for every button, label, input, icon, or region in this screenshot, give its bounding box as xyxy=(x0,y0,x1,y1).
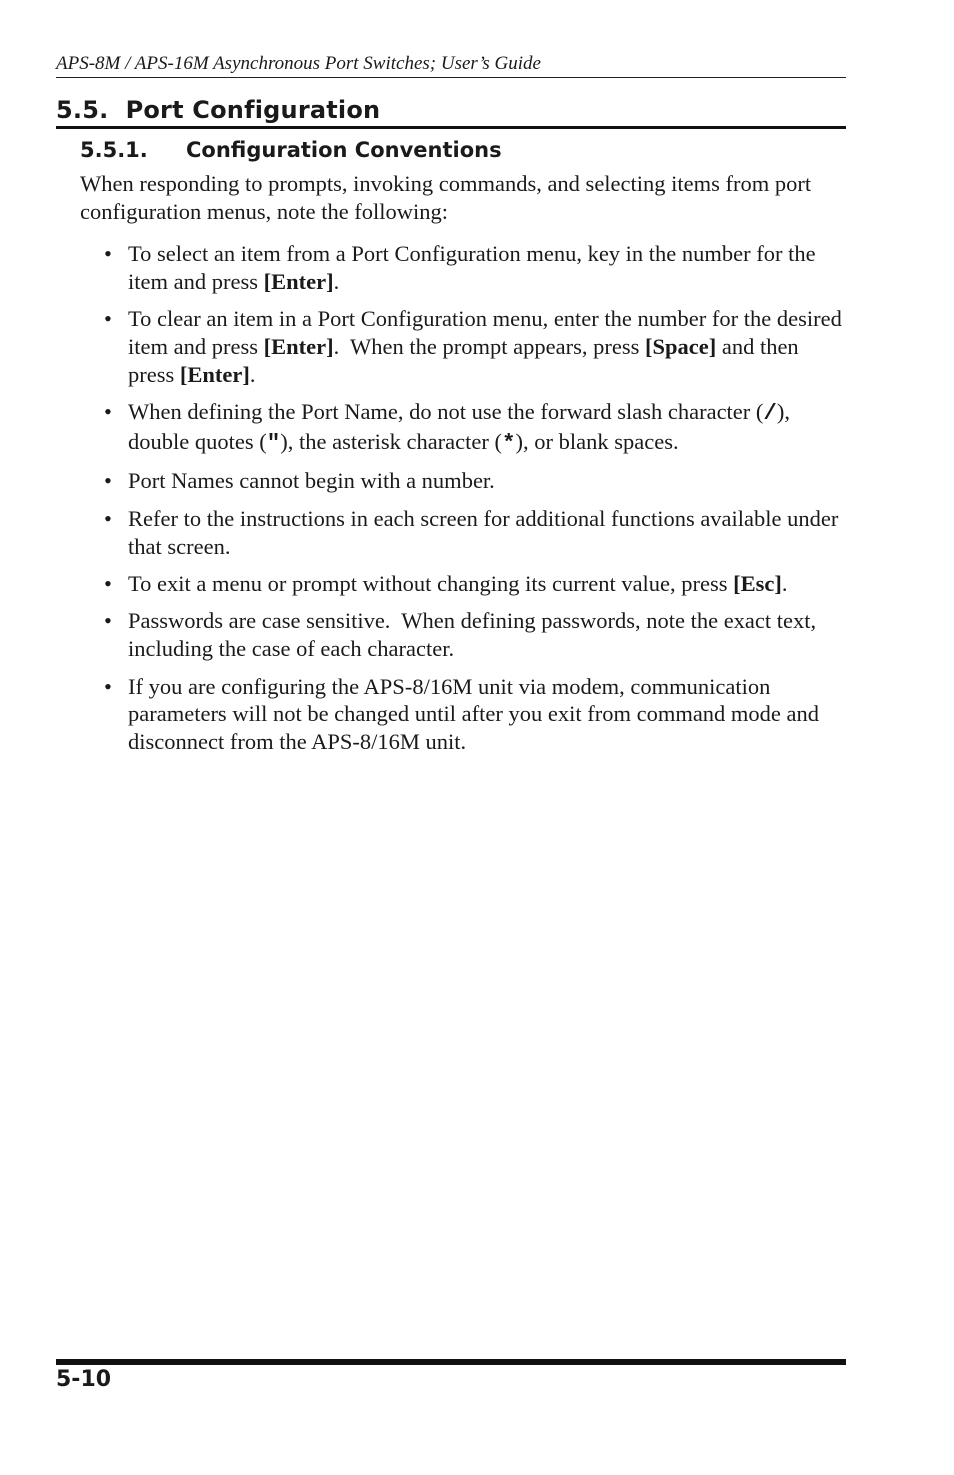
slash-char: / xyxy=(763,400,777,427)
bullet-icon: • xyxy=(104,306,112,332)
list-item xyxy=(104,240,844,296)
list-item xyxy=(104,398,844,458)
running-header: APS-8M / APS-16M Asynchronous Port Switches; User’s Guide xyxy=(56,52,846,78)
list-item xyxy=(104,505,844,561)
subsection-heading xyxy=(80,136,502,164)
key-label: [Enter] xyxy=(179,361,250,387)
key-label: [Esc] xyxy=(733,570,782,596)
item-text: Passwords are case sensitive. When defining passwords, note the exact text, including the case of each character. xyxy=(128,608,822,662)
bullet-icon: • xyxy=(104,608,112,634)
list-item xyxy=(104,673,844,756)
key-label: [Space] xyxy=(644,333,717,359)
list-item xyxy=(104,607,844,663)
bullet-icon: • xyxy=(104,468,112,494)
item-text: To clear an item in a Port Configuration menu, enter the number for the desired item and press xyxy=(128,306,842,359)
item-text: Refer to the instructions in each screen for additional functions available under that screen. xyxy=(128,505,839,559)
bullet-icon: • xyxy=(104,399,112,425)
item-text: If you are configuring the APS-8/16M unit via modem, communication parameters will not be changed until after you exit from command mode and disconnect from the APS-8/16M unit. xyxy=(128,673,820,755)
section-title: Port Configuration xyxy=(125,96,381,124)
asterisk-char: * xyxy=(502,429,516,456)
item-text: When defining the Port Name, do not use the forward slash character ( xyxy=(128,399,764,425)
conventions-list xyxy=(104,240,844,766)
key-label: [Enter] xyxy=(263,268,334,294)
item-text: . xyxy=(249,361,256,387)
bullet-icon: • xyxy=(104,570,112,596)
item-text: Port Names cannot begin with a number. xyxy=(128,468,495,494)
section-number: 5.5. xyxy=(56,96,109,124)
item-text: and then press xyxy=(128,333,799,387)
subsection-number: 5.5.1. xyxy=(80,138,148,162)
bullet-icon: • xyxy=(104,673,112,699)
page-number: 5-10 xyxy=(56,1367,112,1392)
item-text: ), or blank spaces. xyxy=(515,428,679,454)
list-item xyxy=(104,570,844,598)
item-text: . xyxy=(333,268,340,294)
key-label: [Enter] xyxy=(263,333,334,359)
bullet-icon: • xyxy=(104,505,112,531)
subsection-title: Configuration Conventions xyxy=(186,138,502,162)
item-text: ), double quotes ( xyxy=(128,399,791,454)
item-text: To exit a menu or prompt without changing its current value, press xyxy=(128,570,734,596)
footer-rule xyxy=(56,1359,846,1365)
quote-char: " xyxy=(266,429,281,456)
item-text: . xyxy=(781,570,788,596)
list-item xyxy=(104,467,844,495)
item-text: To select an item from a Port Configuration menu, key in the number for the item and press xyxy=(128,241,816,294)
item-text: ), the asterisk character ( xyxy=(280,428,502,454)
section-heading xyxy=(56,94,846,129)
list-item xyxy=(104,305,844,388)
intro-paragraph: When responding to prompts, invoking commands, and selecting items from port configuration menus, note the following: xyxy=(80,171,812,224)
item-text: . When the prompt appears, press xyxy=(333,333,645,359)
bullet-icon: • xyxy=(104,241,112,266)
